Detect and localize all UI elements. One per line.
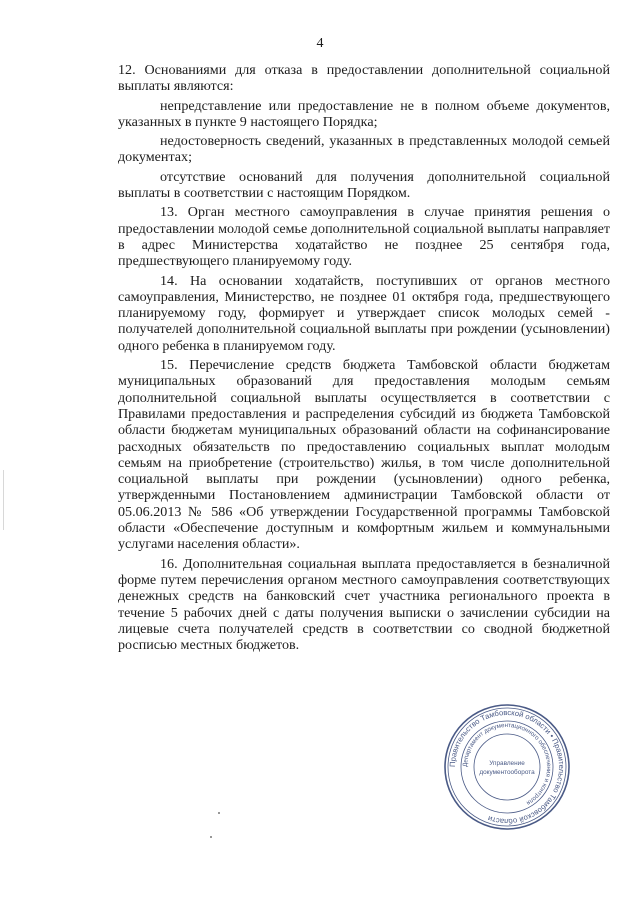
stamp-inner-text: Департамент документационного обеспечения и контроля [461,721,553,807]
paragraph-12: 12. Основаниями для отказа в предоставлении дополнительной социальной выплаты являются: [118,62,610,95]
stamp-center-line-1: Управление [489,760,525,767]
paragraph-15: 15. Перечисление средств бюджета Тамбовской области бюджетам муниципальных образований для предоставления молодым семьям дополнительной социальной выплаты осуществляется в соответствии с Правилами предоставления и распределения субсидий из бюджета Тамбовской области бюджетам муниципальных образований области на софинансирование расходных обязательств по предоставлению социальных выплат молодым семьям на приобретение (строительство) жилья, в том числе дополнительной социальной выплаты при рождении (усыновлении) одного ребенка, утвержденными Постановлением администрации Тамбовской области от 05.06.2013 № 586 «Об утверждении Государственной программы Тамбовской области «Обеспечение доступным и комфортным жильем и коммунальными услугами населения области». [118,357,610,553]
scan-speck [218,812,220,814]
document-body [118,62,610,656]
scan-speck [210,836,212,838]
paragraph-12-item-3: отсутствие оснований для получения дополнительной социальной выплаты в соответствии с настоящим Порядком. [118,168,610,202]
paragraph-13: 13. Орган местного самоуправления в случае принятия решения о предоставлении молодой семье дополнительной социальной выплаты направляет в адрес Министерства ходатайство не позднее 25 сентября года, предшествующего планируемому году. [118,204,610,270]
official-stamp [442,702,572,832]
paragraph-12-item-2: недостоверность сведений, указанных в представленных молодой семьей документах; [118,133,610,166]
stamp-seal [442,702,572,832]
stamp-outer-text: Правительство Тамбовской области • Правительство Тамбовской области [447,707,567,827]
scan-margin-artifact [3,470,4,530]
paragraph-14: 14. На основании ходатайств, поступивших от органов местного самоуправления, Министерство, не позднее 01 октября года, предшествующего планируемому году, формирует и утверждает список молодых семей - получателей дополнительной социальной выплаты при рождении (усыновлении) одного ребенка в планируемом году. [118,272,610,354]
page-number: 4 [316,36,324,51]
paragraph-12-item-1: непредставление или предоставление не в полном объеме документов, указанных в пункте 9 настоящего Порядка; [118,97,610,130]
paragraph-16: 16. Дополнительная социальная выплата предоставляется в безналичной форме путем перечисления органом местного самоуправления соответствующих денежных средств на банковский счет участника регионального проекта в течение 5 рабочих дней с даты получения выписки о зачислении субсидии на лицевые счета получателей средств в соответствии со сводной бюджетной росписью местных бюджетов. [118,555,610,654]
stamp-center-line-2: документооборота [479,769,535,776]
